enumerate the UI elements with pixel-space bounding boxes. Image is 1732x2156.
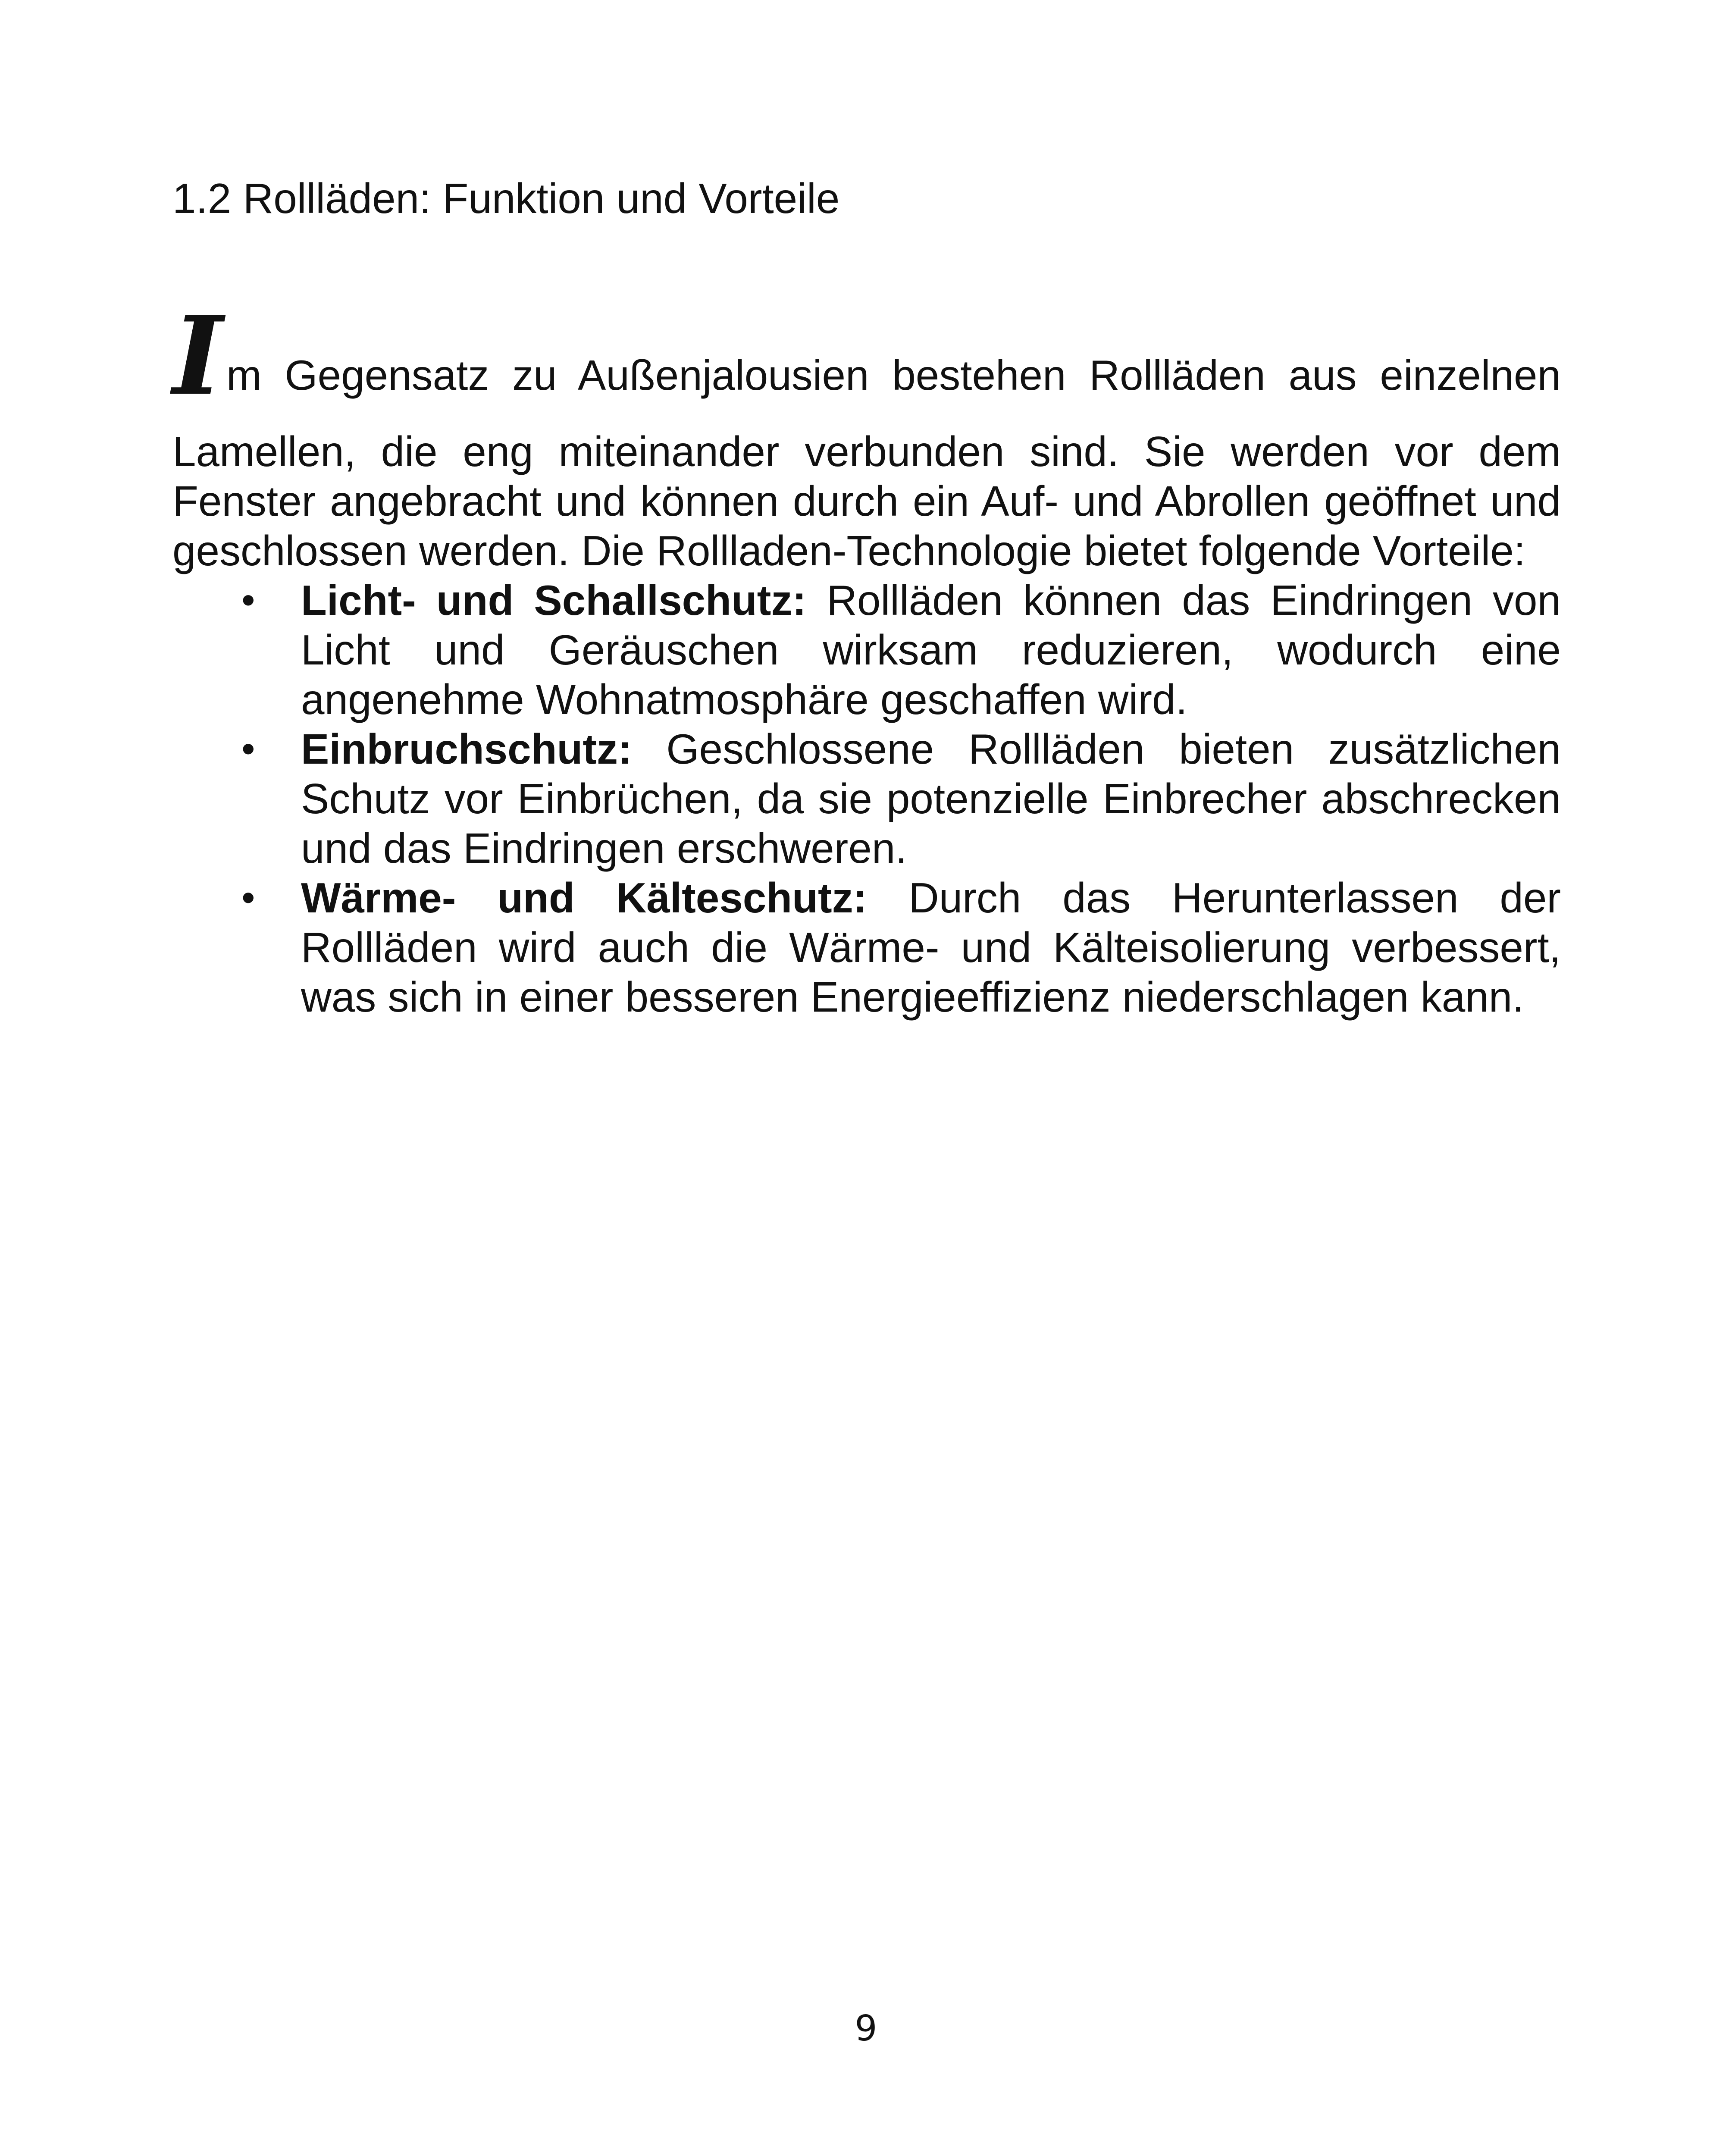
list-item [172, 873, 1561, 1022]
bullet-icon: • [241, 579, 255, 622]
drop-cap: I [172, 292, 223, 419]
advantages-list [172, 576, 1561, 1022]
list-item-term: Wärme- und Kälteschutz: [301, 874, 868, 921]
intro-first-line-text: m Gegensatz zu Außenjalousien bestehen Rollläden aus einzelnen [226, 351, 1561, 399]
page-number: 9 [855, 2008, 877, 2049]
list-item-text: Durch das Herunterlassen der Rollläden wird auch die Wärme- und Kälteisolierung verbessert, was sich in einer besseren Energieeffizienz niederschlagen kann. [301, 874, 1561, 1021]
list-item-term: Einbruchschutz: [301, 725, 632, 773]
intro-first-line [172, 292, 1561, 419]
intro-paragraph: Lamellen, die eng miteinander verbunden sind. Sie werden vor dem Fenster angebracht und können durch ein Auf- und Abrollen geöffnet und geschlossen werden. Die Rollladen-Technologie bietet folgende Vorteile: [172, 428, 1561, 574]
list-item-text: Geschlossene Rollläden bieten zusätzlichen Schutz vor Einbrüchen, da sie potenzielle Einbrecher abschrecken und das Eindringen erschweren. [301, 725, 1561, 872]
list-item-text: Rollläden können das Eindringen von Licht und Geräuschen wirksam reduzieren, wodurch eine angenehme Wohnatmosphäre geschaffen wird. [301, 577, 1561, 723]
list-item [172, 724, 1561, 873]
list-item [172, 576, 1561, 724]
bullet-icon: • [241, 876, 255, 919]
section-heading: 1.2 Rollläden: Funktion und Vorteile [172, 175, 840, 222]
bullet-icon: • [241, 727, 255, 771]
list-item-term: Licht- und Schallschutz: [301, 577, 807, 624]
